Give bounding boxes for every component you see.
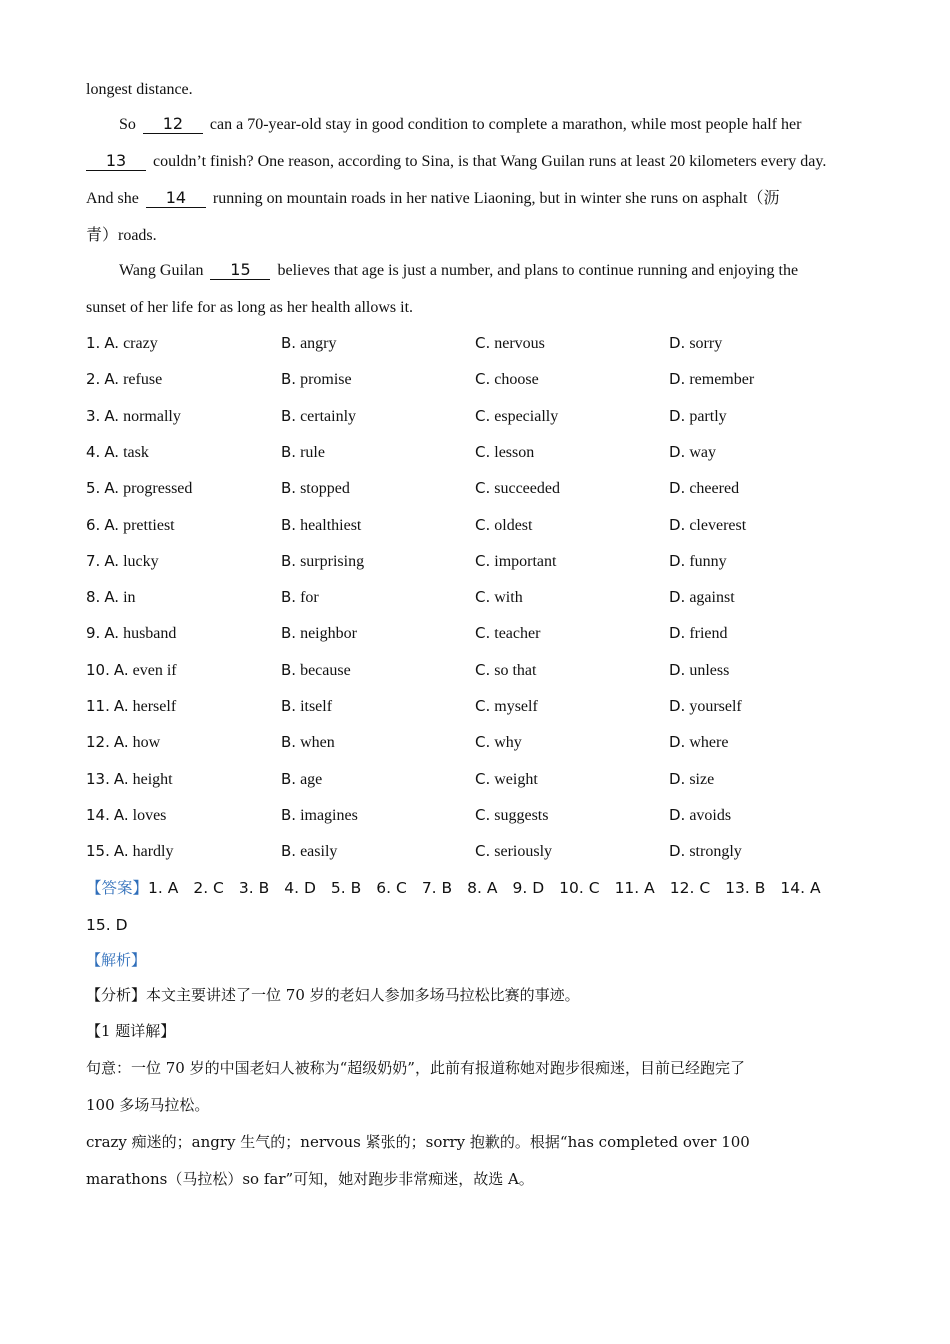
option-text: stopped (300, 480, 350, 497)
question-number: 2. (86, 370, 101, 388)
answer-item: 1. A (148, 879, 179, 897)
option-c (475, 406, 558, 427)
option-d (669, 515, 746, 536)
question-number: 3. (86, 407, 101, 425)
option-text: refuse (123, 371, 163, 388)
option-b (281, 551, 364, 572)
option-letter: C. (475, 552, 491, 570)
option-letter: A. (104, 334, 120, 352)
answer-item: 9. D (512, 879, 545, 897)
option-a (86, 660, 177, 681)
option-d (669, 696, 742, 717)
explanation-line (86, 1132, 750, 1152)
passage-line (119, 261, 798, 281)
option-letter: D. (669, 770, 686, 788)
option-letter: D. (669, 334, 686, 352)
option-text: lucky (123, 553, 159, 570)
option-text: lesson (494, 444, 535, 461)
option-text: how (132, 734, 161, 751)
answer-item: 11. A (614, 879, 655, 897)
option-c (475, 769, 538, 790)
analysis-label (86, 950, 146, 970)
answer-blank-12: 12 (143, 115, 203, 134)
option-letter: B. (281, 334, 297, 352)
option-text: seriously (494, 843, 553, 860)
option-text: normally (123, 408, 181, 425)
option-c (475, 333, 545, 354)
answer-item: 10. C (559, 879, 600, 897)
option-d (669, 551, 727, 572)
option-letter: D. (669, 697, 686, 715)
option-text: yourself (689, 698, 742, 715)
answer-label: 【答案】 (86, 879, 149, 897)
question-number: 11. (86, 697, 110, 715)
option-text: strongly (689, 843, 742, 860)
option-text: even if (132, 662, 177, 679)
option-letter: D. (669, 552, 686, 570)
option-text: important (494, 553, 557, 570)
option-text: imagines (300, 807, 358, 824)
option-letter: C. (475, 588, 491, 606)
option-letter: A. (104, 407, 120, 425)
option-a (86, 769, 173, 790)
question-number: 4. (86, 443, 101, 461)
option-letter: C. (475, 334, 491, 352)
option-letter: D. (669, 443, 686, 461)
option-letter: D. (669, 842, 686, 860)
option-c (475, 587, 523, 608)
passage-line (86, 189, 779, 209)
option-d (669, 478, 739, 499)
option-b (281, 696, 332, 717)
explanation-line (86, 1058, 745, 1078)
answer-blank-14: 14 (146, 189, 206, 208)
option-text: oldest (494, 517, 533, 534)
analysis-label-text: 【解析】 (86, 951, 147, 969)
answer-items (148, 879, 836, 897)
option-letter: C. (475, 733, 491, 751)
option-text: weight (494, 771, 538, 788)
option-b (281, 841, 337, 862)
option-b (281, 732, 335, 753)
option-d (669, 369, 754, 390)
option-letter: B. (281, 407, 297, 425)
option-letter: C. (475, 370, 491, 388)
option-a (86, 805, 166, 826)
option-b (281, 369, 352, 390)
option-letter: D. (669, 661, 686, 679)
option-letter: A. (113, 842, 129, 860)
option-text: angry (300, 335, 337, 352)
option-a (86, 587, 136, 608)
passage-text: Wang Guilan (119, 262, 204, 279)
option-c (475, 623, 540, 644)
option-text: remember (689, 371, 755, 388)
option-letter: A. (113, 806, 129, 824)
option-b (281, 660, 351, 681)
answer-item: 15. D (86, 916, 128, 934)
option-text: why (494, 734, 522, 751)
explanation-text: 句意：一位 70 岁的中国老妇人被称为“超级奶奶”，此前有报道称她对跑步很痴迷，目前已经跑完了 (86, 1059, 745, 1077)
option-a (86, 515, 175, 536)
option-d (669, 406, 727, 427)
option-text: healthiest (300, 517, 362, 534)
option-letter: A. (104, 624, 120, 642)
option-text: for (300, 589, 319, 606)
option-text: hardly (132, 843, 174, 860)
option-text: in (123, 589, 136, 606)
option-text: choose (494, 371, 539, 388)
option-letter: B. (281, 443, 297, 461)
analysis-summary-text: 【分析】本文主要讲述了一位 70 岁的老妇人参加多场马拉松比赛的事迹。 (86, 986, 580, 1004)
explanation-line (86, 1095, 209, 1115)
option-text: prettiest (123, 517, 175, 534)
option-d (669, 333, 722, 354)
answer-line (86, 878, 836, 898)
option-letter: C. (475, 806, 491, 824)
question-number: 5. (86, 479, 101, 497)
option-text: avoids (689, 807, 732, 824)
option-letter: A. (113, 733, 129, 751)
passage-line (119, 115, 801, 135)
option-letter: A. (113, 661, 129, 679)
option-c (475, 478, 560, 499)
answer-blank-13: 13 (86, 152, 146, 171)
option-d (669, 732, 728, 753)
passage-line (86, 80, 193, 100)
option-text: crazy (123, 335, 158, 352)
option-d (669, 660, 729, 681)
passage-text: And she (86, 190, 139, 207)
option-letter: C. (475, 624, 491, 642)
option-text: because (300, 662, 351, 679)
option-text: husband (123, 625, 177, 642)
option-text: height (132, 771, 173, 788)
option-text: with (494, 589, 523, 606)
option-text: sorry (689, 335, 723, 352)
option-c (475, 369, 539, 390)
answer-item: 14. A (780, 879, 821, 897)
option-letter: B. (281, 842, 297, 860)
passage-text: couldn’t finish? One reason, according to Sina, is that Wang Guilan runs at least 20 kilometers every day. (153, 153, 827, 170)
option-a (86, 478, 192, 499)
option-b (281, 406, 356, 427)
option-letter: D. (669, 370, 686, 388)
option-a (86, 551, 159, 572)
option-text: friend (689, 625, 728, 642)
answer-item: 6. C (376, 879, 407, 897)
option-letter: C. (475, 661, 491, 679)
option-a (86, 732, 160, 753)
passage-text: So (119, 116, 136, 133)
passage-line (86, 298, 413, 318)
option-b (281, 769, 322, 790)
option-a (86, 333, 158, 354)
option-text: especially (494, 408, 559, 425)
option-d (669, 841, 742, 862)
answer-item: 8. A (467, 879, 498, 897)
option-letter: C. (475, 479, 491, 497)
option-text: against (689, 589, 735, 606)
option-letter: D. (669, 733, 686, 751)
option-d (669, 442, 716, 463)
question-number: 12. (86, 733, 110, 751)
option-letter: C. (475, 842, 491, 860)
option-letter: C. (475, 770, 491, 788)
answer-item: 4. D (284, 879, 316, 897)
option-text: so that (494, 662, 537, 679)
option-c (475, 696, 538, 717)
option-letter: C. (475, 697, 491, 715)
question-number: 6. (86, 516, 101, 534)
option-text: succeeded (494, 480, 560, 497)
answer-item: 7. B (421, 879, 453, 897)
option-text: rule (300, 444, 325, 461)
option-c (475, 841, 552, 862)
answer-item: 13. B (725, 879, 766, 897)
option-letter: A. (104, 516, 120, 534)
option-letter: D. (669, 516, 686, 534)
option-letter: B. (281, 661, 297, 679)
option-b (281, 442, 325, 463)
answer-blank-15: 15 (210, 261, 270, 280)
passage-line (86, 152, 826, 172)
question-number: 13. (86, 770, 110, 788)
option-text: funny (689, 553, 727, 570)
option-text: easily (300, 843, 338, 860)
option-letter: B. (281, 370, 297, 388)
option-d (669, 623, 728, 644)
passage-text: can a 70-year-old stay in good condition to complete a marathon, while most people half her (209, 116, 802, 133)
option-letter: B. (281, 733, 297, 751)
option-letter: D. (669, 407, 686, 425)
option-text: size (689, 771, 715, 788)
option-letter: A. (104, 443, 120, 461)
option-letter: C. (475, 407, 491, 425)
option-text: promise (300, 371, 352, 388)
option-letter: B. (281, 588, 297, 606)
option-text: certainly (300, 408, 357, 425)
option-letter: D. (669, 479, 686, 497)
option-d (669, 805, 731, 826)
option-text: when (300, 734, 335, 751)
option-letter: A. (104, 370, 120, 388)
option-letter: D. (669, 624, 686, 642)
option-text: myself (494, 698, 538, 715)
answer-item: 5. B (330, 879, 362, 897)
passage-text: sunset of her life for as long as her health allows it. (86, 299, 414, 316)
option-c (475, 732, 522, 753)
explanation-line (86, 1169, 534, 1189)
option-b (281, 587, 319, 608)
passage-text: longest distance. (86, 81, 193, 98)
option-text: surprising (300, 553, 365, 570)
option-text: itself (300, 698, 333, 715)
option-text: suggests (494, 807, 549, 824)
option-d (669, 769, 714, 790)
option-c (475, 805, 548, 826)
option-d (669, 587, 735, 608)
option-c (475, 551, 556, 572)
option-a (86, 369, 162, 390)
option-b (281, 623, 357, 644)
option-letter: B. (281, 806, 297, 824)
explanation-text: marathons（马拉松）so far”可知，她对跑步非常痴迷，故选 A。 (86, 1170, 534, 1188)
passage-text: 青）roads. (86, 227, 157, 244)
passage-text: believes that age is just a number, and plans to continue running and enjoying the (277, 262, 799, 279)
option-text: teacher (494, 625, 541, 642)
passage-line (86, 226, 157, 246)
question-number: 15. (86, 842, 110, 860)
option-text: age (300, 771, 323, 788)
option-a (86, 442, 149, 463)
answer-item: 3. B (238, 879, 270, 897)
option-a (86, 696, 176, 717)
option-letter: C. (475, 443, 491, 461)
question-number: 9. (86, 624, 101, 642)
option-text: way (689, 444, 716, 461)
option-text: progressed (123, 480, 193, 497)
option-c (475, 515, 532, 536)
option-text: nervous (494, 335, 545, 352)
option-b (281, 515, 361, 536)
option-text: neighbor (300, 625, 357, 642)
option-letter: B. (281, 770, 297, 788)
analysis-summary (86, 985, 580, 1005)
option-letter: A. (104, 479, 120, 497)
option-b (281, 805, 358, 826)
option-text: unless (689, 662, 730, 679)
option-a (86, 623, 176, 644)
option-text: where (689, 734, 729, 751)
question-number: 10. (86, 661, 110, 679)
option-c (475, 442, 534, 463)
option-text: loves (132, 807, 167, 824)
answer-item: 2. C (193, 879, 224, 897)
option-c (475, 660, 536, 681)
explanation-text: 100 多场马拉松。 (86, 1096, 210, 1114)
question-detail-header-text: 【1 题详解】 (86, 1022, 176, 1040)
option-letter: C. (475, 516, 491, 534)
question-number: 14. (86, 806, 110, 824)
option-letter: D. (669, 588, 686, 606)
option-letter: B. (281, 479, 297, 497)
question-number: 1. (86, 334, 101, 352)
answer-line (86, 915, 128, 935)
option-text: task (123, 444, 149, 461)
option-letter: B. (281, 516, 297, 534)
question-number: 7. (86, 552, 101, 570)
option-letter: A. (113, 697, 129, 715)
option-text: cheered (689, 480, 740, 497)
option-a (86, 406, 181, 427)
option-b (281, 478, 350, 499)
option-letter: B. (281, 624, 297, 642)
question-number: 8. (86, 588, 101, 606)
question-detail-header (86, 1021, 175, 1041)
option-b (281, 333, 337, 354)
option-text: partly (689, 408, 727, 425)
passage-text: running on mountain roads in her native Liaoning, but in winter she runs on asphalt（沥 (212, 190, 780, 207)
option-letter: B. (281, 552, 297, 570)
option-letter: B. (281, 697, 297, 715)
option-letter: A. (113, 770, 129, 788)
option-letter: D. (669, 806, 686, 824)
option-a (86, 841, 174, 862)
option-letter: A. (104, 588, 120, 606)
answer-item: 12. C (669, 879, 711, 897)
option-text: cleverest (689, 517, 747, 534)
option-letter: A. (104, 552, 120, 570)
explanation-text: crazy 痴迷的；angry 生气的；nervous 紧张的；sorry 抱歉的。根据“has completed over 100 (86, 1133, 750, 1151)
option-text: herself (132, 698, 177, 715)
